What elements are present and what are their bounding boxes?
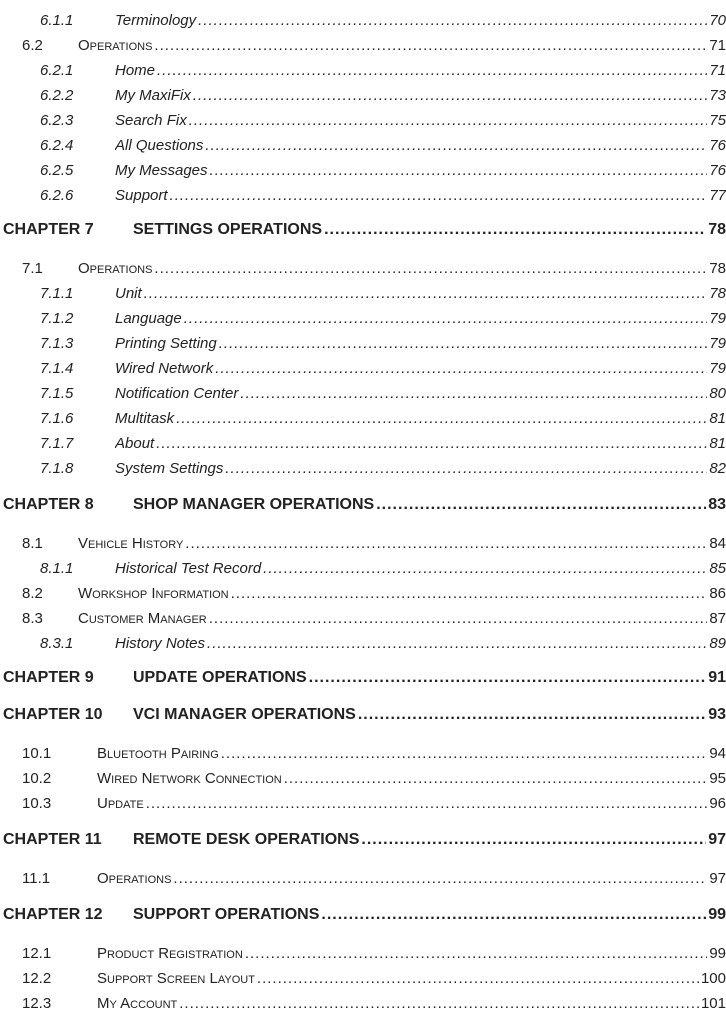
toc-entry-title: Support Screen Layout	[97, 969, 255, 987]
toc-entry-title-line	[115, 335, 726, 352]
dot-leader	[173, 870, 707, 887]
dot-leader	[245, 945, 708, 962]
toc-entry-title: Notification Center	[115, 384, 239, 402]
toc-entry-number: 7.1.8	[40, 459, 74, 477]
toc-entry-page: 70	[709, 11, 726, 29]
toc-entry-page: 87	[709, 609, 726, 627]
toc-entry[interactable]	[0, 256, 726, 280]
dot-leader	[225, 460, 707, 477]
toc-entry-number: 12.1	[22, 944, 52, 962]
toc-entry-page: 99	[709, 944, 726, 962]
toc-entry-title-line	[78, 535, 726, 552]
toc-entry-title-line	[97, 870, 726, 887]
toc-entry-number: 6.2.3	[40, 111, 74, 129]
toc-entry-page: 95	[709, 769, 726, 787]
toc-entry-title-line	[115, 137, 726, 154]
toc-entry-page: 83	[708, 496, 726, 513]
toc-entry[interactable]	[0, 741, 726, 765]
toc-entry-page: 84	[709, 534, 726, 552]
toc-entry-page: 97	[708, 831, 726, 848]
dot-leader	[154, 37, 707, 54]
toc-entry-page: 80	[709, 384, 726, 402]
toc-entry-title: Wired Network	[115, 359, 214, 377]
toc-entry-title: Update	[97, 794, 144, 812]
toc-entry-page: 76	[709, 136, 726, 154]
toc-entry-title-line	[78, 585, 726, 602]
dot-leader	[361, 831, 706, 849]
dot-leader	[221, 745, 708, 762]
toc-entry[interactable]	[0, 766, 726, 790]
toc-entry[interactable]	[0, 556, 726, 580]
toc-entry-page: 81	[709, 434, 726, 452]
dot-leader	[284, 770, 708, 787]
toc-entry-page: 78	[708, 221, 726, 238]
toc-entry-page: 91	[708, 669, 726, 686]
toc-entry-number: 10.1	[22, 744, 52, 762]
toc-entry-title: Bluetooth Pairing	[97, 744, 219, 762]
dot-leader	[263, 560, 707, 577]
toc-entry-page: 97	[709, 869, 726, 887]
toc-entry-title: Terminology	[115, 11, 197, 29]
toc-entry-title-line	[133, 831, 726, 849]
toc-entry-title: SHOP MANAGER OPERATIONS	[133, 496, 375, 513]
toc-entry-number: 10.3	[22, 794, 52, 812]
toc-entry-title-line	[78, 37, 726, 54]
toc-entry-number: 8.3.1	[40, 634, 74, 652]
dot-leader	[193, 87, 707, 104]
toc-entry-title: Support	[115, 186, 168, 204]
toc-entry-number: 7.1	[22, 259, 43, 277]
toc-entry-number: 7.1.5	[40, 384, 74, 402]
toc-entry-title: REMOTE DESK OPERATIONS	[133, 831, 360, 848]
toc-entry-title-line	[133, 496, 726, 514]
toc-entry-title-line	[133, 221, 726, 239]
toc-entry-title-line	[78, 610, 726, 627]
toc-entry-title-line	[115, 460, 726, 477]
toc-entry-title: Operations	[78, 36, 153, 54]
dot-leader	[179, 995, 699, 1012]
toc-entry-title: SETTINGS OPERATIONS	[133, 221, 323, 238]
toc-entry[interactable]	[0, 406, 726, 430]
toc-entry-title-line	[97, 970, 726, 987]
toc-chapter-entry[interactable]	[0, 703, 726, 727]
toc-entry[interactable]	[0, 966, 726, 990]
toc-chapter-entry[interactable]	[0, 218, 726, 242]
toc-entry[interactable]	[0, 331, 726, 355]
toc-entry[interactable]	[0, 456, 726, 480]
toc-entry[interactable]	[0, 631, 726, 655]
toc-entry-number: 6.2.1	[40, 61, 74, 79]
toc-entry-title-line	[115, 12, 726, 29]
toc-entry-title-line	[115, 560, 726, 577]
toc-entry-page: 86	[709, 584, 726, 602]
toc-entry-number: 8.3	[22, 609, 43, 627]
dot-leader	[215, 360, 707, 377]
toc-chapter-entry[interactable]	[0, 903, 726, 927]
toc-entry-title: Operations	[78, 259, 153, 277]
toc-entry-title: UPDATE OPERATIONS	[133, 669, 307, 686]
toc-entry-title: SUPPORT OPERATIONS	[133, 906, 320, 923]
toc-entry-title: Customer Manager	[78, 609, 207, 627]
dot-leader	[144, 285, 708, 302]
toc-entry-number: 7.1.1	[40, 284, 74, 302]
toc-entry-number: CHAPTER 8	[3, 496, 94, 513]
dot-leader	[170, 187, 708, 204]
toc-entry-title-line	[115, 435, 726, 452]
toc-entry-title: Workshop Information	[78, 584, 229, 602]
dot-leader	[185, 535, 707, 552]
toc-entry-page: 75	[709, 111, 726, 129]
toc-entry-page: 78	[709, 259, 726, 277]
toc-entry-title: Wired Network Connection	[97, 769, 282, 787]
toc-entry[interactable]	[0, 306, 726, 330]
toc-entry-title: Language	[115, 309, 182, 327]
toc-entry-page: 94	[709, 744, 726, 762]
toc-entry-title-line	[97, 795, 726, 812]
toc-entry-title-line	[115, 87, 726, 104]
toc-entry[interactable]	[0, 281, 726, 305]
toc-entry-number: 8.1.1	[40, 559, 74, 577]
toc-entry-number: CHAPTER 11	[3, 831, 102, 848]
toc-entry-number: 6.2	[22, 36, 43, 54]
toc-entry-title-line	[97, 745, 726, 762]
toc-entry-title: About	[115, 434, 155, 452]
toc-entry-title-line	[97, 770, 726, 787]
toc-entry-title-line	[115, 360, 726, 377]
dot-leader	[207, 635, 707, 652]
toc-entry-title-line	[115, 285, 726, 302]
toc-entry-page: 71	[709, 36, 726, 54]
toc-entry-number: 8.2	[22, 584, 43, 602]
toc-entry-page: 76	[709, 161, 726, 179]
toc-entry-number: CHAPTER 7	[3, 221, 94, 238]
dot-leader	[309, 669, 707, 687]
toc-entry-title: My MaxiFix	[115, 86, 191, 104]
toc-entry-title-line	[133, 669, 726, 687]
toc-entry-title-line	[115, 635, 726, 652]
toc-entry[interactable]	[0, 133, 726, 157]
toc-entry-title-line	[115, 162, 726, 179]
toc-entry-title: My Account	[97, 994, 178, 1012]
toc-entry-number: 10.2	[22, 769, 52, 787]
toc-entry[interactable]	[0, 431, 726, 455]
dot-leader	[198, 12, 707, 29]
toc-entry-title: Historical Test Record	[115, 559, 262, 577]
dot-leader	[321, 906, 706, 924]
dot-leader	[209, 610, 708, 627]
toc-entry-title: Printing Setting	[115, 334, 217, 352]
toc-entry-number: 12.2	[22, 969, 52, 987]
toc-entry-page: 100	[700, 969, 726, 987]
toc-entry-page: 78	[709, 284, 726, 302]
toc-entry-page: 85	[709, 559, 726, 577]
toc-entry[interactable]	[0, 33, 726, 57]
dot-leader	[156, 435, 707, 452]
toc-entry[interactable]	[0, 866, 726, 890]
dot-leader	[189, 112, 708, 129]
toc-entry-title: Multitask	[115, 409, 175, 427]
toc-entry-page: 77	[709, 186, 726, 204]
toc-entry-number: 7.1.3	[40, 334, 74, 352]
toc-entry-number: CHAPTER 12	[3, 906, 103, 923]
toc-entry[interactable]	[0, 158, 726, 182]
toc-entry[interactable]	[0, 531, 726, 555]
toc-entry-page: 89	[709, 634, 726, 652]
toc-entry-title: VCI MANAGER OPERATIONS	[133, 706, 356, 723]
toc-entry-title-line	[115, 385, 726, 402]
toc-entry[interactable]	[0, 183, 726, 207]
toc-entry-title-line	[115, 410, 726, 427]
toc-entry-page: 93	[708, 706, 726, 723]
toc-entry-number: 7.1.6	[40, 409, 74, 427]
toc-entry[interactable]	[0, 58, 726, 82]
toc-entry-number: CHAPTER 9	[3, 669, 94, 686]
toc-entry-number: CHAPTER 10	[3, 706, 103, 723]
dot-leader	[157, 62, 707, 79]
toc-entry-title: Home	[115, 61, 156, 79]
toc-chapter-entry[interactable]	[0, 493, 726, 517]
toc-entry-page: 101	[700, 994, 726, 1012]
dot-leader	[257, 970, 699, 987]
toc-entry-number: 12.3	[22, 994, 52, 1012]
toc-entry[interactable]	[0, 356, 726, 380]
toc-entry-number: 7.1.7	[40, 434, 74, 452]
toc-entry-title-line	[78, 260, 726, 277]
toc-entry-number: 6.2.2	[40, 86, 74, 104]
dot-leader	[219, 335, 708, 352]
toc-entry-title-line	[133, 706, 726, 724]
toc-entry-title-line	[115, 112, 726, 129]
toc-entry-page: 79	[709, 309, 726, 327]
toc-entry-title: My Messages	[115, 161, 208, 179]
toc-entry[interactable]	[0, 791, 726, 815]
toc-entry[interactable]	[0, 108, 726, 132]
toc-entry-page: 82	[709, 459, 726, 477]
toc-entry-title-line	[97, 995, 726, 1012]
toc-entry-page: 73	[709, 86, 726, 104]
toc-entry-number: 8.1	[22, 534, 43, 552]
toc-entry[interactable]	[0, 8, 726, 32]
toc-entry-number: 6.2.4	[40, 136, 74, 154]
toc-entry-page: 79	[709, 334, 726, 352]
dot-leader	[184, 310, 708, 327]
toc-entry[interactable]	[0, 581, 726, 605]
toc-entry[interactable]	[0, 941, 726, 965]
toc-entry[interactable]	[0, 83, 726, 107]
dot-leader	[240, 385, 707, 402]
toc-entry[interactable]	[0, 381, 726, 405]
toc-entry-number: 7.1.4	[40, 359, 74, 377]
toc-entry-title: Operations	[97, 869, 172, 887]
toc-entry-title-line	[115, 310, 726, 327]
toc-entry-page: 96	[709, 794, 726, 812]
dot-leader	[176, 410, 707, 427]
toc-entry-title: Search Fix	[115, 111, 187, 129]
dot-leader	[376, 496, 706, 514]
toc-entry-title: Unit	[115, 284, 142, 302]
dot-leader	[210, 162, 708, 179]
toc-entry-title-line	[97, 945, 726, 962]
toc-entry[interactable]	[0, 606, 726, 630]
toc-entry[interactable]	[0, 991, 726, 1015]
toc-entry-page: 99	[708, 906, 726, 923]
dot-leader	[146, 795, 708, 812]
toc-chapter-entry[interactable]	[0, 666, 726, 690]
toc-entry-title-line	[115, 62, 726, 79]
dot-leader	[358, 706, 706, 724]
toc-entry-number: 6.2.6	[40, 186, 74, 204]
toc-entry-number: 7.1.2	[40, 309, 74, 327]
toc-entry-title: All Questions	[115, 136, 204, 154]
toc-entry-title: History Notes	[115, 634, 206, 652]
dot-leader	[154, 260, 707, 277]
toc-entry-number: 11.1	[22, 869, 51, 887]
toc-entry-page: 81	[709, 409, 726, 427]
dot-leader	[205, 137, 707, 154]
toc-entry-title: System Settings	[115, 459, 224, 477]
toc-entry-number: 6.1.1	[40, 11, 74, 29]
toc-entry-title-line	[115, 187, 726, 204]
toc-entry-title: Product Registration	[97, 944, 243, 962]
dot-leader	[231, 585, 708, 602]
toc-entry-title: Vehicle History	[78, 534, 184, 552]
toc-entry-page: 79	[709, 359, 726, 377]
toc-chapter-entry[interactable]	[0, 828, 726, 852]
toc-entry-number: 6.2.5	[40, 161, 74, 179]
toc-entry-title-line	[133, 906, 726, 924]
dot-leader	[324, 221, 706, 239]
toc-entry-page: 71	[709, 61, 726, 79]
